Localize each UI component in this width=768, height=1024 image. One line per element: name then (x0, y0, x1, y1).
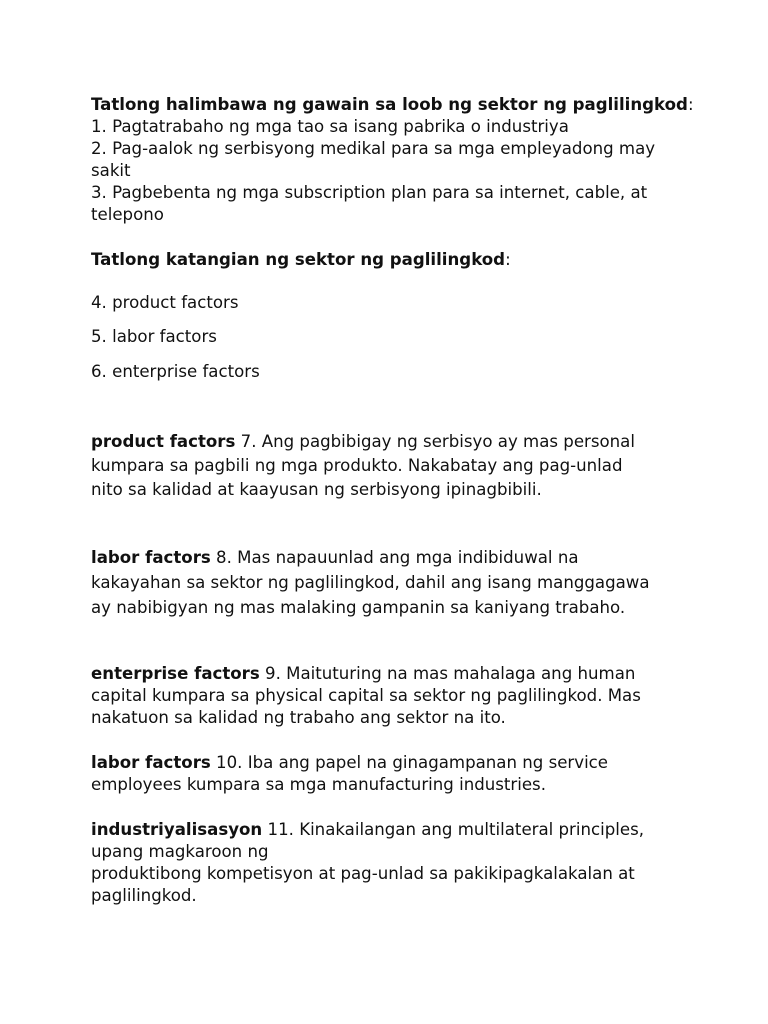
characteristics-heading: Tatlong katangian ng sektor ng paglilingkod: (91, 250, 511, 269)
answer-label: labor factors (91, 548, 211, 567)
answer-9: enterprise factors 9. Maituturing na mas mahalaga ang human capital kumpara sa physical capital sa sektor ng paglilingkod. Mas nakatuon sa kalidad ng trabaho ang sektor na ito. (91, 664, 641, 727)
characteristics-section (91, 249, 731, 271)
answer-8: labor factors 8. Mas napauunlad ang mga indibiduwal na kakayahan sa sektor ng paglilingkod, dahil ang isang manggagawa ay nabibigyan ng mas malaking gampanin sa kaniyang trabaho. (91, 548, 650, 617)
example-item-3-cont: telepono (91, 205, 164, 224)
answer-label: industriyalisasyon (91, 820, 263, 839)
characteristic-item-4: 4. product factors (91, 293, 239, 312)
example-item-3: 3. Pagbebenta ng mga subscription plan para sa internet, cable, at (91, 183, 648, 202)
characteristic-item-5: 5. labor factors (91, 327, 217, 346)
answer-label: labor factors (91, 753, 211, 772)
answer-11: industriyalisasyon 11. Kinakailangan ang multilateral principles, upang magkaroon ng produktibong kompetisyon at pag-unlad sa pakikipagkalakalan at paglilingkod. (91, 820, 645, 905)
characteristic-item-6: 6. enterprise factors (91, 362, 260, 381)
answer-7: product factors 7. Ang pagbibigay ng serbisyo ay mas personal kumpara sa pagbili ng mga produkto. Nakabatay ang pag-unlad nito sa kalidad at kaayusan ng serbisyong ipinagbibili. (91, 432, 635, 499)
example-item-2: 2. Pag-aalok ng serbisyong medikal para sa mga empleyadong may (91, 139, 656, 158)
example-item-2-cont: sakit (91, 161, 131, 180)
examples-heading: Tatlong halimbawa ng gawain sa loob ng sektor ng paglilingkod: (91, 95, 694, 114)
answer-label: enterprise factors (91, 664, 260, 683)
answer-label: product factors (91, 432, 236, 451)
answer-10: labor factors 10. Iba ang papel na ginagampanan ng service employees kumpara sa mga manufacturing industries. (91, 753, 609, 794)
examples-section (91, 94, 731, 226)
example-item-1: 1. Pagtatrabaho ng mga tao sa isang pabrika o industriya (91, 117, 569, 136)
